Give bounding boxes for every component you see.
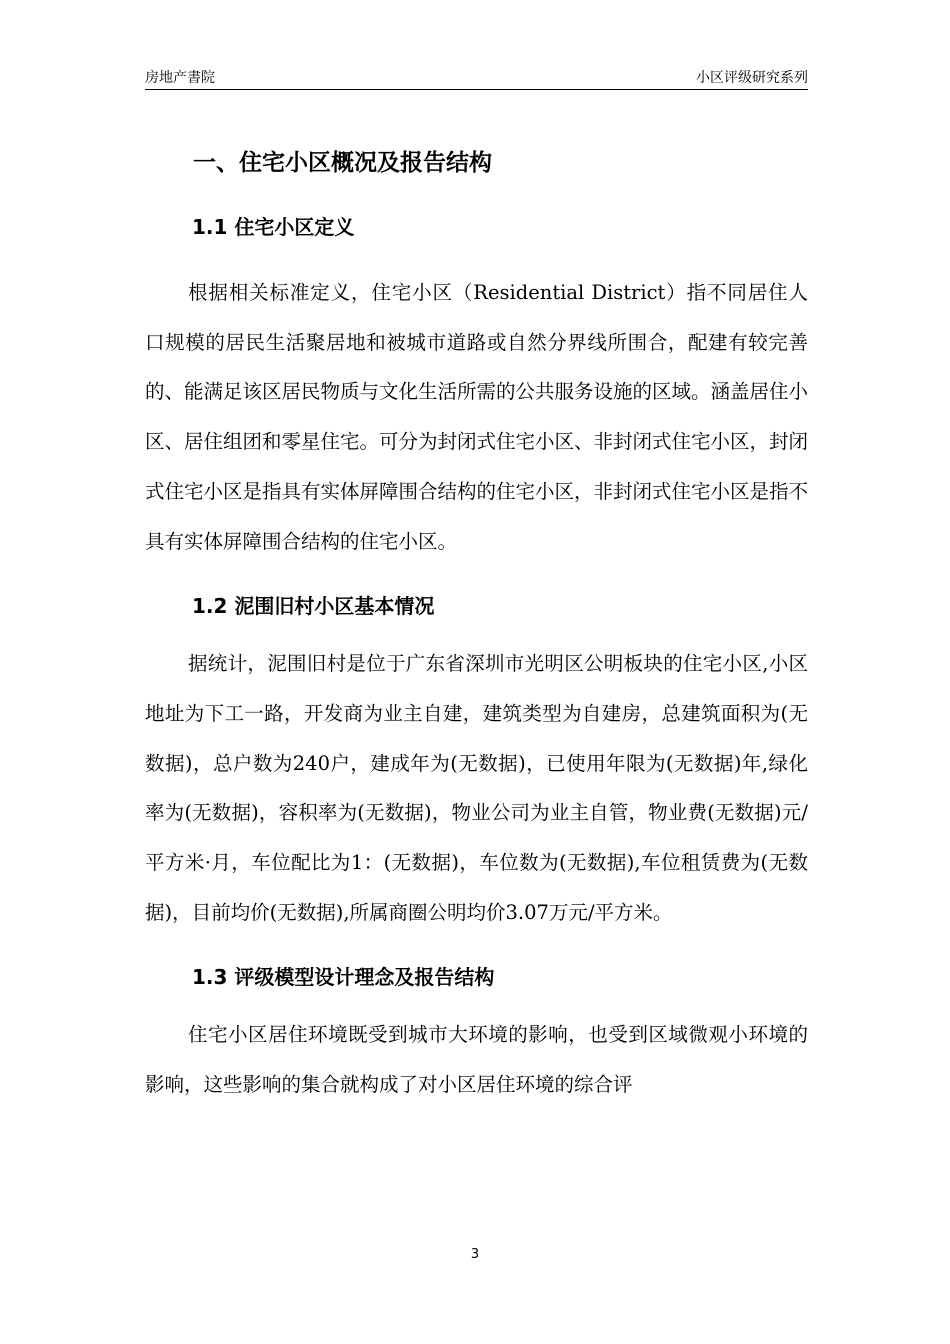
page-number: 3	[470, 1247, 480, 1262]
chapter-title: 一、住宅小区概况及报告结构	[193, 150, 492, 176]
section-title-1-2: 1.2 泥围旧村小区基本情况	[192, 594, 435, 619]
page-header	[145, 63, 808, 90]
section-paragraph-1-3: 住宅小区居住环境既受到城市大环境的影响，也受到区域微观小环境的影响，这些影响的集合就构成了对小区居住环境的综合评	[145, 1023, 808, 1097]
section-paragraph-1-2: 据统计，泥围旧村是位于广东省深圳市光明区公明板块的住宅小区,小区地址为下工一路，开发商为业主自建，建筑类型为自建房，总建筑面积为(无数据)，总户数为240户，建成年为(无数据)，已使用年限为(无数据)年,绿化率为(无数据)，容积率为(无数据)，物业公司为业主自管，物业费(无数据)元/平方米·月，车位配比为1：(无数据)，车位数为(无数据),车位租赁费为(无数据)，目前均价(无数据),所属商圈公明均价3.07万元/平方米。	[145, 652, 808, 924]
section-paragraph-1-1: 根据相关标准定义，住宅小区（Residential District）指不同居住人口规模的居民生活聚居地和被城市道路或自然分界线所围合，配建有较完善的、能满足该区居民物质与文化生活所需的公共服务设施的区域。涵盖居住小区、居住组团和零星住宅。可分为封闭式住宅小区、非封闭式住宅小区，封闭式住宅小区是指具有实体屏障围合结构的住宅小区，非封闭式住宅小区是指不具有实体屏障围合结构的住宅小区。	[145, 281, 809, 553]
document-body	[145, 130, 808, 1110]
section-title-1-3: 1.3 评级模型设计理念及报告结构	[192, 965, 495, 990]
header-series-title: 小区评级研究系列	[696, 70, 808, 86]
header-publisher: 房地产書院	[145, 70, 215, 86]
section-title-1-1: 1.1 住宅小区定义	[192, 215, 355, 239]
